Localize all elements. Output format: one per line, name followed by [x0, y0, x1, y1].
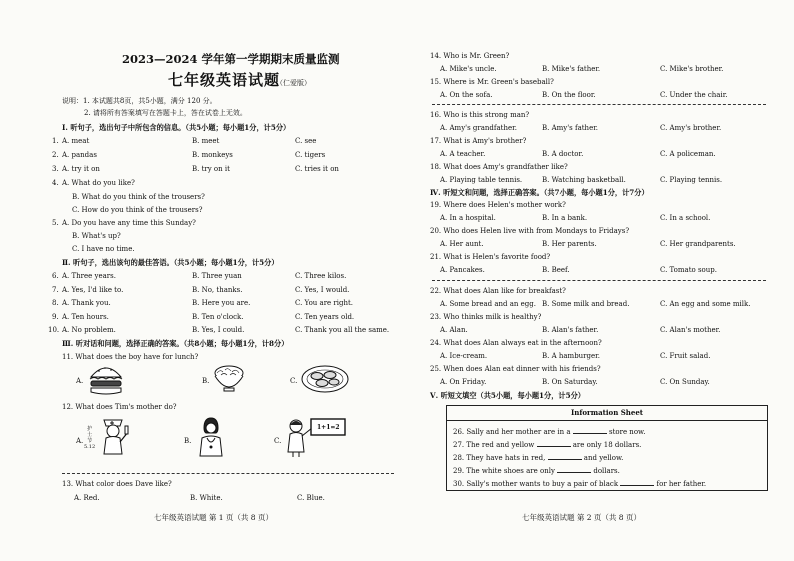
question-number: 6.: [52, 272, 59, 280]
option-c[interactable]: C. Yes, I would.: [295, 286, 350, 294]
exam-subtitle: 七年级英语试题: [168, 71, 281, 89]
option-c[interactable]: C. Alan's mother.: [660, 326, 721, 334]
section-4-heading: Ⅳ. 听短文和问题，选择正确答案。（共7小题，每小题1分，计7分）: [430, 188, 649, 197]
question-13-text: 13. What color does Dave like?: [62, 480, 172, 488]
option-b[interactable]: B. Mike's father.: [542, 65, 601, 73]
option-a[interactable]: A. meat: [62, 137, 90, 145]
option-a[interactable]: A. Playing table tennis.: [440, 176, 523, 184]
doctor-picture[interactable]: [196, 416, 226, 458]
teacher-picture[interactable]: [284, 416, 348, 458]
question-12-text: 12. What does Tim's mother do?: [62, 403, 177, 411]
option-b[interactable]: B. Yes, I could.: [192, 326, 245, 334]
option-c[interactable]: C. tries it on: [295, 165, 339, 173]
option-a[interactable]: A. Mike's uncle.: [440, 65, 497, 73]
option-c[interactable]: C. tigers: [295, 151, 326, 159]
option-b[interactable]: B. Three yuan: [192, 272, 242, 280]
option-c[interactable]: C. In a school.: [660, 214, 711, 222]
option-c[interactable]: C. Three kilos.: [295, 272, 347, 280]
option-a[interactable]: A. try it on: [62, 165, 100, 173]
option-b[interactable]: B. Some milk and bread.: [542, 300, 630, 308]
question-15-text: 15. Where is Mr. Green's baseball?: [430, 78, 554, 86]
dashed-divider: [62, 473, 394, 474]
option-a[interactable]: A. Some bread and an egg.: [440, 300, 536, 308]
option-c[interactable]: C. Amy's brother.: [660, 124, 722, 132]
option-b[interactable]: B. White.: [190, 494, 223, 502]
nurse-picture[interactable]: [96, 414, 130, 458]
section-3-heading: Ⅲ. 听对话和问题，选择正确的答案。（共8小题；每小题1分，计8分）: [62, 339, 289, 348]
option-c[interactable]: C. Her grandparents.: [660, 240, 736, 248]
question-19-text: 19. Where does Helen's mother work?: [430, 201, 566, 209]
option-b[interactable]: B. What's up?: [72, 232, 121, 240]
option-c[interactable]: C. Mike's brother.: [660, 65, 724, 73]
option-a[interactable]: A. Do you have any time this Sunday?: [62, 219, 196, 227]
page-one: [48, 0, 402, 561]
option-a-label[interactable]: A.: [76, 377, 84, 385]
question-14-text: 14. Who is Mr. Green?: [430, 52, 510, 60]
fill-in-28: 28. They have hats in red, and yellow.: [453, 454, 624, 462]
question-25-text: 25. When does Alan eat dinner with his friends?: [430, 365, 601, 373]
section-5-heading: Ⅴ. 听短文填空（共5小题，每小题1分，计5分）: [430, 391, 585, 400]
question-16-text: 16. Who is this strong man?: [430, 111, 530, 119]
question-21-text: 21. What is Helen's favorite food?: [430, 253, 551, 261]
nurse-day-text: 护 士 节 5.12: [84, 426, 96, 450]
option-c[interactable]: C. How do you think of the trousers?: [72, 206, 203, 214]
page-footer: 七年级英语试题 第 1 页（共 8 页）: [154, 513, 273, 522]
page-footer: 七年级英语试题 第 2 页（共 8 页）: [522, 513, 641, 522]
option-a[interactable]: A. Ten hours.: [62, 313, 109, 321]
option-b[interactable]: B. Beef.: [542, 266, 570, 274]
question-11-text: 11. What does the boy have for lunch?: [62, 353, 199, 361]
dumplings-plate-icon[interactable]: [300, 364, 350, 394]
option-c[interactable]: C. A policeman.: [660, 150, 716, 158]
option-b[interactable]: B. Watching basketball.: [542, 176, 626, 184]
question-number: 8.: [52, 299, 59, 307]
option-b[interactable]: B. In a bank.: [542, 214, 588, 222]
answer-blank[interactable]: [573, 427, 607, 434]
option-c[interactable]: C. You are right.: [295, 299, 354, 307]
option-c-label[interactable]: C.: [274, 437, 282, 445]
question-17-text: 17. What is Amy's brother?: [430, 137, 527, 145]
fill-in-30: 30. Sally's mother wants to buy a pair of black for her father.: [453, 480, 707, 488]
exam-edition: （仁爱版）: [276, 79, 311, 87]
answer-blank[interactable]: [537, 440, 571, 447]
option-b[interactable]: B. monkeys: [192, 151, 233, 159]
option-b-label[interactable]: B.: [202, 377, 210, 385]
hamburger-icon[interactable]: [88, 362, 124, 396]
question-24-text: 24. What does Alan always eat in the afternoon?: [430, 339, 602, 347]
option-a[interactable]: A. Ice-cream.: [440, 352, 488, 360]
option-a[interactable]: A. Red.: [74, 494, 100, 502]
option-a-label[interactable]: A.: [76, 437, 84, 445]
option-a[interactable]: A. Thank you.: [62, 299, 111, 307]
question-number: 7.: [52, 286, 59, 294]
fill-in-26: 26. Sally and her mother are in a store now.: [453, 428, 646, 436]
instruction-note-1: 说明：1. 本试题共8页，共5小题，满分 120 分。: [62, 97, 217, 105]
question-23-text: 23. Who thinks milk is healthy?: [430, 313, 542, 321]
answer-blank[interactable]: [548, 453, 582, 460]
option-c[interactable]: C. I have no time.: [72, 245, 135, 253]
option-b[interactable]: B. On Saturday.: [542, 378, 598, 386]
option-c-label[interactable]: C.: [290, 377, 298, 385]
option-c[interactable]: C. Fruit salad.: [660, 352, 711, 360]
section-2-heading: Ⅱ. 听句子，选出该句的最佳答语。（共5小题；每小题1分，计5分）: [62, 258, 279, 267]
page-two: [430, 0, 770, 561]
option-c[interactable]: C. Playing tennis.: [660, 176, 723, 184]
dashed-divider: [432, 104, 766, 105]
option-a[interactable]: A. Alan.: [440, 326, 468, 334]
option-a[interactable]: A. Her aunt.: [440, 240, 484, 248]
option-b[interactable]: B. meet: [192, 137, 220, 145]
option-b[interactable]: B. Amy's father.: [542, 124, 599, 132]
option-a[interactable]: A. On the sofa.: [440, 91, 493, 99]
option-c[interactable]: C. Tomato soup.: [660, 266, 717, 274]
question-number: 5.: [52, 219, 59, 227]
information-sheet: [446, 405, 768, 491]
option-c[interactable]: C. On Sunday.: [660, 378, 710, 386]
answer-blank[interactable]: [620, 479, 654, 486]
option-c[interactable]: C. Ten years old.: [295, 313, 355, 321]
option-c[interactable]: C. An egg and some milk.: [660, 300, 751, 308]
option-a[interactable]: A. No problem.: [62, 326, 116, 334]
dashed-divider: [432, 280, 766, 281]
question-18-text: 18. What does Amy's grandfather like?: [430, 163, 568, 171]
option-b[interactable]: B. What do you think of the trousers?: [72, 193, 205, 201]
rice-bowl-icon[interactable]: [212, 364, 246, 394]
option-b[interactable]: B. Her parents.: [542, 240, 597, 248]
option-c[interactable]: C. see: [295, 137, 317, 145]
option-b[interactable]: B. Ten o'clock.: [192, 313, 244, 321]
exam-title: 2023—2024 学年第一学期期末质量监测: [122, 52, 340, 66]
option-b[interactable]: B. Alan's father.: [542, 326, 599, 334]
option-a[interactable]: A. Three years.: [62, 272, 116, 280]
option-a[interactable]: A. pandas: [62, 151, 97, 159]
option-a[interactable]: A. A teacher.: [440, 150, 486, 158]
option-b[interactable]: B. No, thanks.: [192, 286, 243, 294]
question-number: 1.: [52, 137, 59, 145]
option-a[interactable]: A. Amy's grandfather.: [440, 124, 517, 132]
option-b[interactable]: B. A doctor.: [542, 150, 584, 158]
option-c[interactable]: C. Blue.: [297, 494, 325, 502]
question-number: 3.: [52, 165, 59, 173]
option-c[interactable]: C. Thank you all the same.: [295, 326, 390, 334]
option-a[interactable]: A. In a hospital.: [440, 214, 496, 222]
answer-blank[interactable]: [557, 466, 591, 473]
option-b[interactable]: B. On the floor.: [542, 91, 596, 99]
fill-in-29: 29. The white shoes are only dollars.: [453, 467, 620, 475]
information-sheet-title: Information Sheet: [447, 406, 767, 421]
question-number: 10.: [48, 326, 60, 334]
fill-in-27: 27. The red and yellow are only 18 dollars.: [453, 441, 642, 449]
question-20-text: 20. Who does Helen live with from Mondays to Fridays?: [430, 227, 630, 235]
option-a[interactable]: A. Yes, I'd like to.: [62, 286, 124, 294]
option-a[interactable]: A. On Friday.: [440, 378, 487, 386]
instruction-note-2: 2. 请将所有答案填写在答题卡上，答在试卷上无效。: [84, 109, 247, 117]
blackboard-text: 1+1=2: [317, 424, 340, 431]
option-a[interactable]: A. What do you like?: [62, 179, 135, 187]
question-number: 2.: [52, 151, 59, 159]
question-number: 4.: [52, 179, 59, 187]
question-22-text: 22. What does Alan like for breakfast?: [430, 287, 566, 295]
option-b-label[interactable]: B.: [184, 437, 192, 445]
option-b[interactable]: B. try on it: [192, 165, 230, 173]
option-a[interactable]: A. Pancakes.: [440, 266, 485, 274]
option-c[interactable]: C. Under the chair.: [660, 91, 728, 99]
option-b[interactable]: B. Here you are.: [192, 299, 251, 307]
section-1-heading: Ⅰ. 听句子，选出句子中所包含的信息。（共5小题；每小题1分，计5分）: [62, 123, 291, 132]
option-b[interactable]: B. A hamburger.: [542, 352, 600, 360]
question-number: 9.: [52, 313, 59, 321]
